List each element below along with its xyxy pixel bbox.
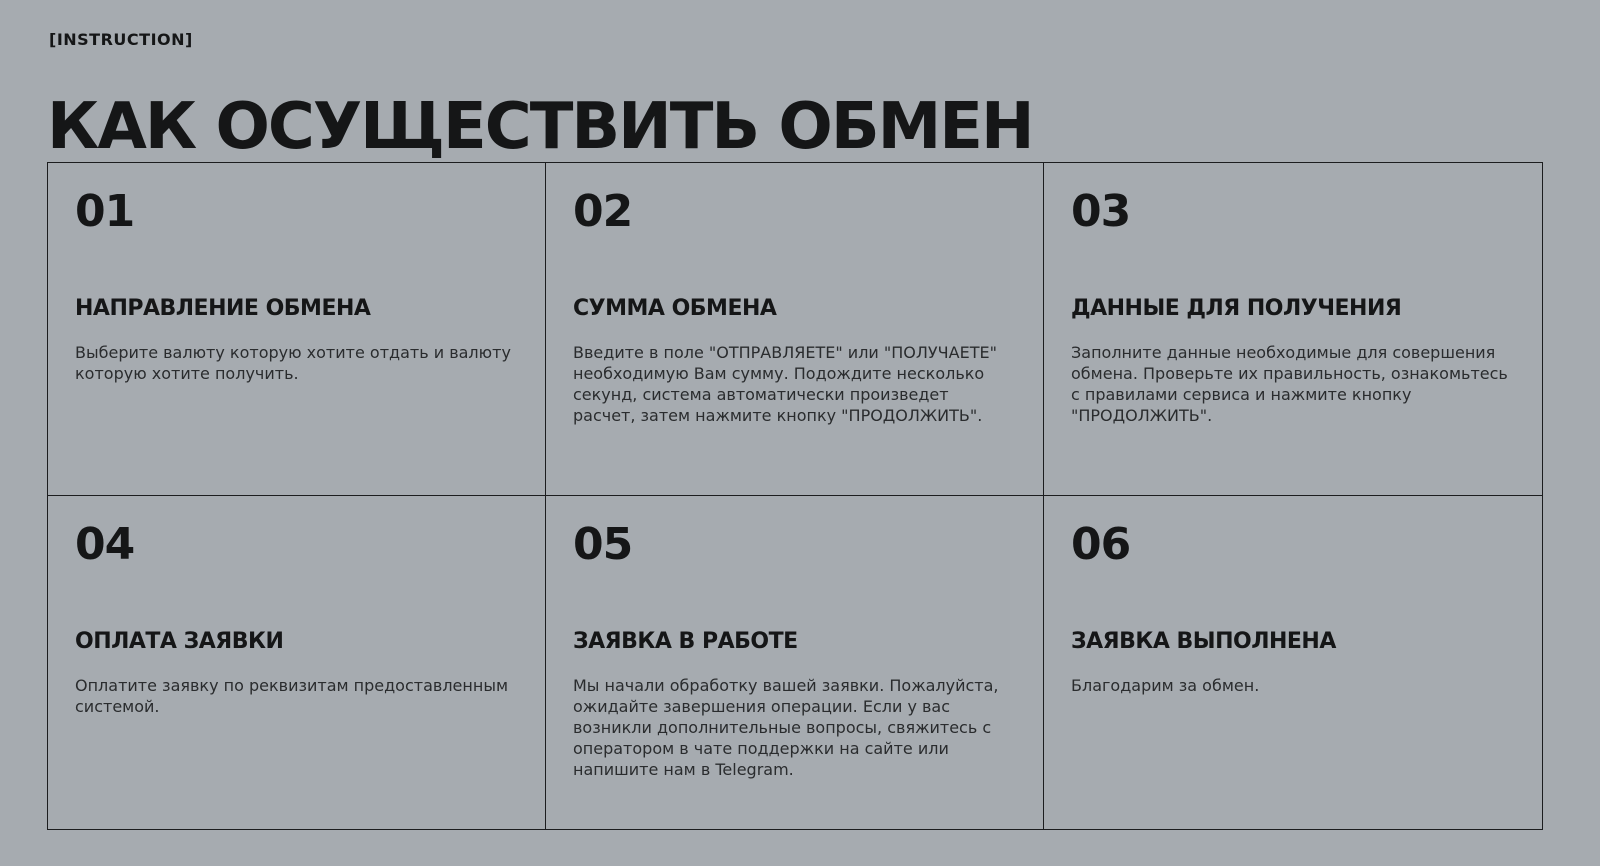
steps-grid xyxy=(47,162,1543,830)
step-description: Выберите валюту которую хотите отдать и валюту которую хотите получить. xyxy=(75,343,511,384)
step-number: 01 xyxy=(75,186,135,237)
step-description: Введите в поле "ОТПРАВЛЯЕТЕ" или "ПОЛУЧАЕТЕ" необходимую Вам сумму. Подождите несколько секунд, система автоматически произведет расчет, затем нажмите кнопку "ПРОДОЛЖИТЬ". xyxy=(573,343,997,426)
step-description: Оплатите заявку по реквизитам предоставленным системой. xyxy=(75,676,509,717)
step-card-05 xyxy=(546,496,1044,829)
step-number: 02 xyxy=(573,186,633,237)
step-description: Заполните данные необходимые для совершения обмена. Проверьте их правильность, ознакомьтесь с правилами сервиса и нажмите кнопку "ПРОДОЛЖИТЬ". xyxy=(1071,343,1508,426)
step-title: ЗАЯВКА В РАБОТЕ xyxy=(573,629,798,654)
step-title: НАПРАВЛЕНИЕ ОБМЕНА xyxy=(75,296,371,321)
step-title: ОПЛАТА ЗАЯВКИ xyxy=(75,629,284,654)
step-card-02 xyxy=(546,163,1044,496)
step-card-01 xyxy=(48,163,546,496)
step-card-03 xyxy=(1044,163,1542,496)
page-title: КАК ОСУЩЕСТВИТЬ ОБМЕН xyxy=(47,89,1033,164)
instruction-eyebrow: [INSTRUCTION] xyxy=(49,30,193,49)
step-title: ДАННЫЕ ДЛЯ ПОЛУЧЕНИЯ xyxy=(1071,296,1402,321)
step-description: Благодарим за обмен. xyxy=(1071,676,1260,696)
step-number: 04 xyxy=(75,519,135,570)
step-card-04 xyxy=(48,496,546,829)
step-description: Мы начали обработку вашей заявки. Пожалуйста, ожидайте завершения операции. Если у вас возникли дополнительные вопросы, свяжитесь с оператором в чате поддержки на сайте или напишите нам в Telegram. xyxy=(573,676,999,780)
step-number: 03 xyxy=(1071,186,1131,237)
step-card-06 xyxy=(1044,496,1542,829)
step-number: 06 xyxy=(1071,519,1131,570)
step-title: СУММА ОБМЕНА xyxy=(573,296,777,321)
step-title: ЗАЯВКА ВЫПОЛНЕНА xyxy=(1071,629,1336,654)
step-number: 05 xyxy=(573,519,633,570)
